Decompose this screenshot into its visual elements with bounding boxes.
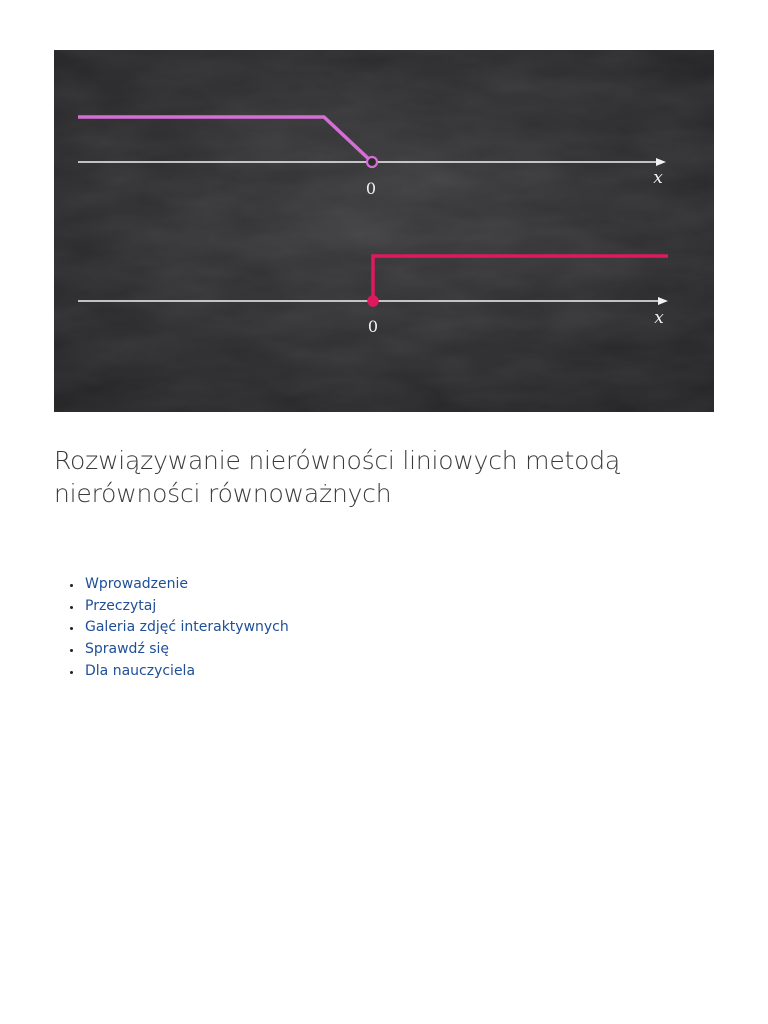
number-line-figure bbox=[54, 50, 714, 412]
hero-image bbox=[54, 50, 714, 412]
toc-link-wprowadzenie[interactable]: Wprowadzenie bbox=[85, 576, 188, 592]
upper-open-endpoint bbox=[367, 157, 377, 167]
upper-axis-label: x bbox=[653, 168, 663, 188]
lower-origin-label: 0 bbox=[367, 317, 379, 336]
lower-axis-label: x bbox=[654, 308, 664, 328]
toc-link-sprawdz-sie[interactable]: Sprawdź się bbox=[85, 641, 170, 658]
toc-link-przeczytaj[interactable]: Przeczytaj bbox=[85, 597, 157, 614]
chalk-smudge-texture bbox=[54, 50, 714, 412]
toc-item-przeczytaj bbox=[85, 596, 289, 618]
upper-origin-label: 0 bbox=[365, 179, 377, 198]
toc-item-galeria bbox=[85, 617, 289, 639]
page-title: Rozwiązywanie nierówności liniowych metodą nierówności równoważnych bbox=[54, 446, 621, 508]
lower-closed-endpoint bbox=[368, 296, 378, 306]
table-of-contents bbox=[54, 574, 289, 683]
toc-item-sprawdz-sie bbox=[85, 639, 289, 661]
toc-link-galeria[interactable]: Galeria zdjęć interaktywnych bbox=[85, 619, 289, 636]
toc-item-dla-nauczyciela bbox=[85, 661, 289, 683]
toc-link-dla-nauczyciela[interactable]: Dla nauczyciela bbox=[85, 662, 196, 679]
toc-item-wprowadzenie bbox=[85, 574, 289, 596]
